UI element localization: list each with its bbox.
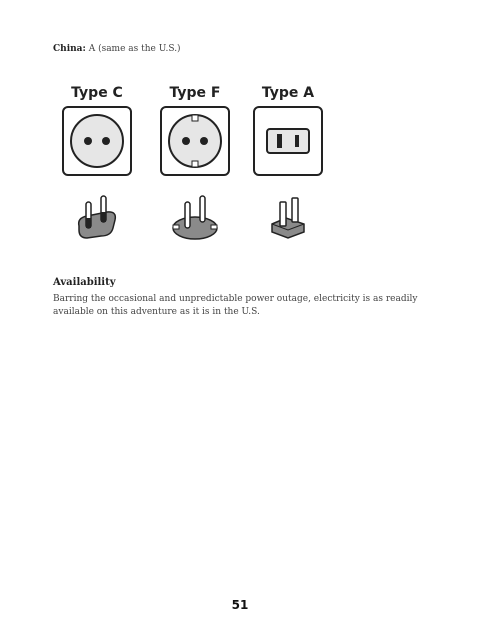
plug-type-a	[251, 84, 325, 246]
type-a-socket	[253, 106, 323, 176]
type-f-plug-icon	[165, 192, 225, 242]
section-heading: Availability	[53, 277, 116, 288]
type-c-socket	[62, 106, 132, 176]
type-c-plug-icon	[67, 192, 127, 242]
page-number: 51	[231, 598, 249, 612]
type-f-label: Type F	[169, 85, 221, 101]
type-a-plug-icon	[258, 192, 318, 242]
country-label: China:	[53, 44, 86, 54]
type-c-label: Type C	[71, 85, 123, 101]
section-paragraph: Barring the occasional and unpredictable power outage, electricity is as readily available on this adventure as it is in the U.S.	[53, 294, 418, 317]
type-c-socket-icon	[64, 108, 130, 174]
country-plug-line	[53, 44, 181, 54]
plug-type-f	[158, 84, 232, 246]
country-plug-text: A (same as the U.S.)	[88, 44, 181, 54]
type-a-socket-icon	[255, 108, 321, 174]
type-f-socket	[160, 106, 230, 176]
type-f-socket-icon	[162, 108, 228, 174]
type-a-label: Type A	[261, 85, 315, 101]
plug-type-c	[60, 84, 134, 246]
